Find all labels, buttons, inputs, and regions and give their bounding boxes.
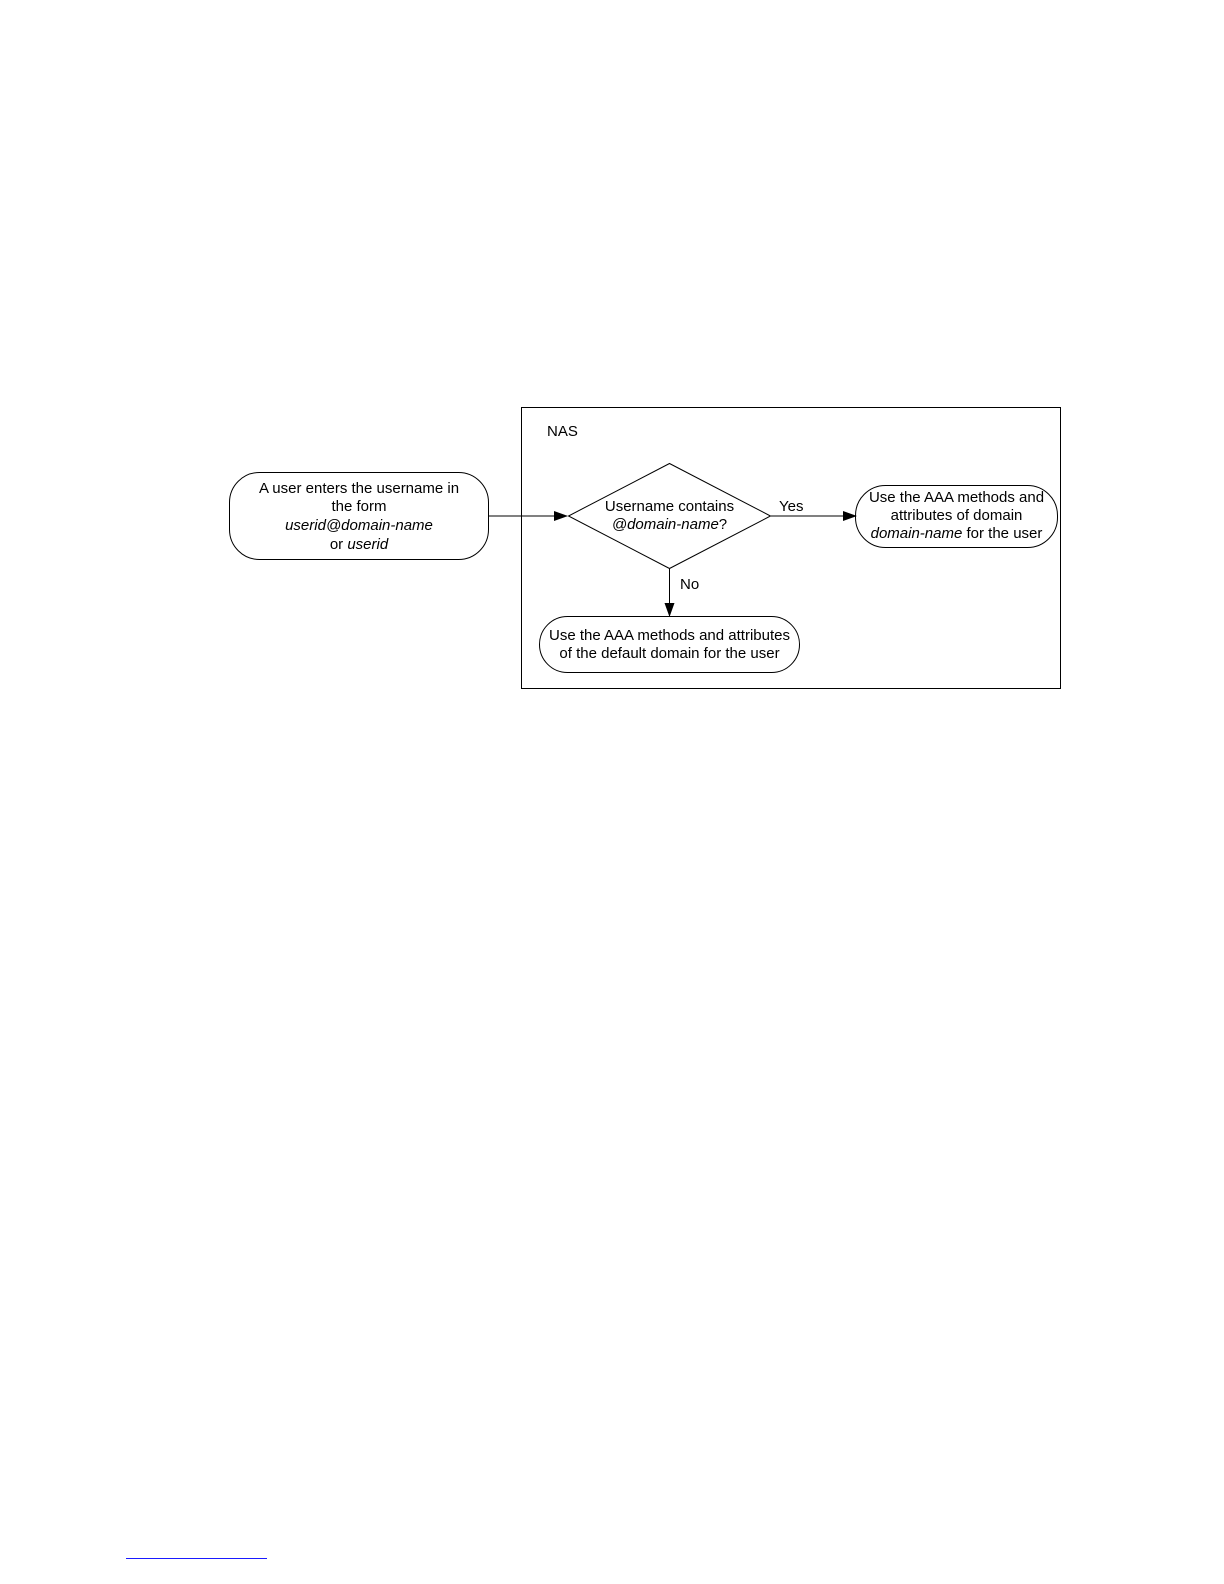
yes-label: Yes [779,498,804,515]
yes-result-line3-italic: domain-name [870,525,963,542]
no-result-line1: Use the AAA methods and attributes [549,627,790,644]
no-label: No [680,576,700,593]
start-node-line2: the form [331,498,387,515]
decision-line2-italic: @domain-name [611,516,719,533]
decision-line2-suffix: ? [718,516,728,533]
start-node-line1: A user enters the username in [258,480,460,497]
yes-result-line3-suffix: for the user [962,525,1043,542]
yes-result-line1: Use the AAA methods and [868,489,1045,506]
no-result-line2: of the default domain for the user [559,645,780,662]
decision-line1: Username contains [604,498,735,515]
start-node-line3: userid@domain-name [285,517,433,534]
yes-result-line2: attributes of domain [890,507,1023,524]
yes-result-line3 [871,525,1043,542]
start-node-line4 [330,536,389,553]
decision-line2 [612,516,727,533]
start-node-line4-italic: userid [347,536,389,553]
footer-rule [126,1558,267,1559]
nas-label: NAS [547,423,578,440]
start-node-line4-prefix: or [329,536,348,553]
